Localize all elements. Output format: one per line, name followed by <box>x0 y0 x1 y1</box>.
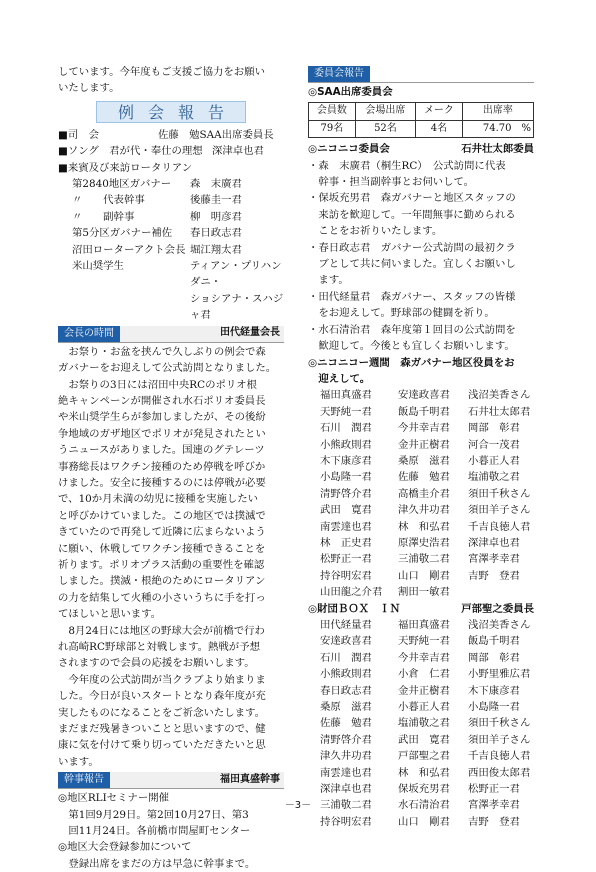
member-name: 浅沼美香さん <box>468 619 531 631</box>
attendance-header-row <box>309 103 534 120</box>
member-name: 武田 寛君 <box>398 733 450 746</box>
guest-name: 春日政志君 <box>190 227 242 240</box>
guest-row <box>58 209 284 225</box>
member-name: 小熊政則君 <box>320 438 372 451</box>
member-name: 宮澤孝幸君 <box>468 553 520 566</box>
speech-line: で、10か月未満の幼児に接種を実施したい <box>58 493 259 506</box>
nikoniko-line: ます。 <box>308 274 349 287</box>
box-who: 戸部聖之委員長 <box>461 602 534 615</box>
nikoniko-line: ブとして共に伺いました。宜しくお願いし <box>308 258 516 271</box>
member-name: 岡部 彰君 <box>468 651 520 664</box>
guest-name: ティアン・プリハンダニ・ <box>190 260 282 289</box>
value-venue: 52名 <box>355 120 415 137</box>
president-bar <box>58 326 284 343</box>
member-name: 三浦敬二君 <box>320 799 372 812</box>
speech-line: されますので会員の応援をお願いします。 <box>58 657 255 670</box>
member-name: 水石清治君 <box>398 799 450 812</box>
guest-role: 第2840地区ガバナー <box>72 178 172 191</box>
header-makeup: メーク <box>416 103 463 120</box>
nikoniko-line: ・田代経量君 森ガバナー、スタッフの皆様 <box>308 290 516 303</box>
member-name: 西田俊太郎君 <box>468 766 531 779</box>
member-name: 須田千秋さん <box>468 487 531 500</box>
member-name: 桑原 滋君 <box>398 454 450 467</box>
chair-value: 佐藤 勉SAA出席委員長 <box>158 128 274 141</box>
speech-line: 絶キャンペーンが開催され水石ポリオ委員長 <box>58 394 266 407</box>
member-name: 今井幸吉君 <box>398 651 450 664</box>
member-name: 安達政喜君 <box>398 389 450 402</box>
member-name: 松野正一君 <box>320 553 372 566</box>
member-name: 吉野 登君 <box>468 815 520 828</box>
page-number: －3－ <box>284 800 312 811</box>
member-name: 飯島千明君 <box>468 635 520 648</box>
speech-line: けました。安全に接種するのには停戦が必要 <box>58 476 266 489</box>
speech-line: います。 <box>58 755 99 768</box>
member-name: 千吉良徳人君 <box>468 750 531 763</box>
saa-title: ◎SAA出席委員会 <box>308 86 393 98</box>
member-name: 千吉良徳人君 <box>468 520 531 533</box>
guest-row <box>58 258 284 291</box>
guests-heading: ■来賓及び来訪ロータリアン <box>58 161 193 174</box>
member-name: 河合一茂君 <box>468 438 520 451</box>
speech-line: や米山奨学生らが参加しましたが、その後紛 <box>58 411 266 424</box>
guest-name: ショシアナ・スハジャ君 <box>190 292 284 322</box>
member-name: 小暮正人君 <box>468 454 520 467</box>
attendance-value-row <box>309 120 534 137</box>
speech-line: ガバナーをお迎えして公式訪問となりました。 <box>58 362 277 375</box>
committee-bar <box>308 66 534 83</box>
report-title: 例会報告 <box>96 101 246 123</box>
speech-line: した。今日が良いスタートとなり森年度が充 <box>58 690 266 703</box>
member-name: 戸部聖之君 <box>398 750 450 763</box>
secretary-line-5: 登録出席をまだの方は早急に幹事まで。 <box>68 857 256 870</box>
member-name: 山口 剛君 <box>398 815 450 828</box>
nikoniko-line: をお迎えして。野球部の健闘を祈り。 <box>308 307 495 320</box>
member-name: 春日政志君 <box>320 684 372 697</box>
member-name: 浅沼美香さん <box>468 389 531 402</box>
speech-line: の力を結集して火種の小さいうちに手を打っ <box>58 591 266 604</box>
speech-line: しました。撲滅・根絶のためにロータリアン <box>58 575 266 588</box>
member-name: 塩浦敬之君 <box>398 717 450 730</box>
secretary-name: 福田真盛幹事 <box>220 774 280 786</box>
member-name: 宮澤孝幸君 <box>468 799 520 812</box>
member-name: 須田羊子さん <box>468 504 531 517</box>
nikoniko-line: ・水石清治君 森年度第１回目の公式訪問を <box>308 323 516 336</box>
speech-line: 8月24日には地区の野球大会が前橋で行わ <box>68 624 265 637</box>
song-value: 深津卓也君 <box>212 145 264 158</box>
guest-name: 柳 明彦君 <box>190 210 242 223</box>
intro-line-2: いたします。 <box>58 82 120 95</box>
guest-list <box>58 176 284 324</box>
member-name: 石川 潤君 <box>320 651 372 664</box>
member-name: 小島隆一君 <box>468 701 520 714</box>
president-speech <box>58 344 284 771</box>
guest-role: 第5分区ガバナー補佐 <box>72 227 173 240</box>
intro-line-1: しています。今年度もご支援ご協力をお願い <box>58 66 265 78</box>
member-name: 今井幸吉君 <box>398 422 450 435</box>
member-name: 南雲達也君 <box>320 520 372 533</box>
nikoniko-line: ・保坂充男君 森ガバナーと地区スタッフの <box>308 192 516 205</box>
value-members: 79名 <box>309 120 356 137</box>
member-name: 林 和弘君 <box>398 520 450 533</box>
member-name: 清野啓介君 <box>320 733 372 746</box>
member-name: 飯島千明君 <box>398 405 450 418</box>
member-name: 岡部 彰君 <box>468 422 520 435</box>
guest-role: 〃 副幹事 <box>72 210 135 223</box>
nikoniko-title: ◎ニコニコ委員会 <box>308 143 390 156</box>
guest-row <box>58 291 284 324</box>
member-name: 小暮正人君 <box>398 701 450 714</box>
weekly-names <box>308 387 534 600</box>
header-members: 会員数 <box>309 103 356 120</box>
nikoniko-who: 石井壮太郎委員 <box>461 143 534 156</box>
member-name: 須田千秋さん <box>468 717 531 730</box>
president-tag: 会長の時間 <box>58 326 120 342</box>
chair-row <box>58 127 284 143</box>
member-name: 佐藤 勉君 <box>320 717 372 730</box>
member-name: 深津卓也君 <box>320 783 372 796</box>
speech-line: うニュースがありました。国連のグテレーツ <box>58 444 265 457</box>
member-name: 福田真盛君 <box>398 619 450 631</box>
member-name: 石川 潤君 <box>320 422 372 435</box>
member-name: 石井壮太郎君 <box>468 405 531 418</box>
secretary-line-3: 回11月24日。各前橋市問屋町センター <box>68 825 251 838</box>
nikoniko-line: ・森 末廣君（桐生RC） 公式訪問に代表 <box>308 159 506 172</box>
member-name: 南雲達也君 <box>320 766 372 779</box>
member-name <box>468 584 546 600</box>
song-label: ■ソング 君が代・奉仕の理想 <box>58 145 203 158</box>
speech-line: 今年度の公式訪問が当クラブより始まりま <box>68 673 266 686</box>
guest-role: 〃 代表幹事 <box>72 194 145 207</box>
member-name: 木下康彦君 <box>468 684 520 697</box>
header-venue: 会場出席 <box>355 103 415 120</box>
nikoniko-line: ・春日政志君 ガバナー公式訪問の最初クラ <box>308 241 516 254</box>
nikoniko-line: 来訪を歓迎して。一年間無事に勤められる <box>308 208 516 221</box>
member-name: 安達政喜君 <box>320 635 372 648</box>
value-makeup: 4名 <box>416 120 463 137</box>
secretary-bar <box>58 772 284 789</box>
member-name: 深津卓也君 <box>468 536 520 549</box>
guest-row <box>58 192 284 208</box>
member-name: 金井正樹君 <box>398 684 450 697</box>
attendance-table <box>308 102 534 138</box>
nikoniko-list <box>308 158 534 355</box>
secretary-line-4: ◎地区大会登録参加について <box>58 841 192 854</box>
member-name: 須田羊子さん <box>468 733 531 746</box>
member-name: 山田龍之介君 <box>320 586 383 599</box>
member-name: 天野純一君 <box>398 635 450 648</box>
member-name: 田代経量君 <box>320 619 372 631</box>
speech-line: 事務総長はワクチン接種のため停戦を呼びか <box>58 460 266 473</box>
guest-name: 堀江翔太君 <box>190 243 242 256</box>
guest-row <box>58 242 284 258</box>
member-name: 武田 寛君 <box>320 504 372 517</box>
left-column <box>58 64 284 872</box>
member-name: 松野正一君 <box>468 783 520 796</box>
member-name: 小倉 仁君 <box>398 668 450 681</box>
member-name: 津久井功君 <box>398 504 450 517</box>
member-name: 木下康彦君 <box>320 454 372 467</box>
member-name: 天野純一君 <box>320 405 372 418</box>
member-name: 小熊政則君 <box>320 668 372 681</box>
member-name: 持谷明宏君 <box>320 815 372 828</box>
committee-tag: 委員会報告 <box>308 66 370 82</box>
speech-line: きていたので再発して近隣に広まらないよう <box>58 526 266 539</box>
member-name: 吉野 登君 <box>468 569 520 582</box>
speech-line: れ高崎RC野球部と対戦します。熱戦が予想 <box>58 641 260 653</box>
box-title: ◎財団ＢＯＸ ＩＮ <box>308 602 401 615</box>
nikoniko-header <box>308 141 534 157</box>
speech-line: と呼びかけていました。この地区では撲滅で <box>58 509 266 522</box>
member-name: 保坂充男君 <box>398 783 450 796</box>
speech-line: てほしいと思います。 <box>58 608 162 621</box>
box-header <box>308 601 534 617</box>
value-rate: 74.70 % <box>462 120 533 137</box>
member-name: 小島隆一君 <box>320 471 372 484</box>
member-name: 持谷明宏君 <box>320 569 372 582</box>
speech-line: まだまだ残暑きついことと思いますので、健 <box>58 723 266 736</box>
guest-role: 沼田ローターアクト会長 <box>72 243 186 256</box>
member-name: 津久井功君 <box>320 750 372 763</box>
member-name: 佐藤 勉君 <box>398 471 450 484</box>
speech-line: 争地域のガザ地区でポリオが発見されたとい <box>58 427 266 440</box>
guest-row <box>58 176 284 192</box>
speech-line: に願い、休戦してワクチン接種できることを <box>58 542 266 555</box>
speech-line: 祈ります。ポリオプラス活動の重要性を確認 <box>58 558 265 571</box>
guest-name: 後藤圭一君 <box>190 194 242 207</box>
member-name: 塩浦敬之君 <box>468 471 520 484</box>
weekly-title-2: 迎えして。 <box>318 372 371 385</box>
member-name: 山口 剛君 <box>398 569 450 582</box>
weekly-title-1: ◎ニコニコー週間 森ガバナー地区役員をお <box>308 356 515 369</box>
guest-role: 米山奨学生 <box>72 260 124 273</box>
guest-role <box>72 291 190 324</box>
president-name: 田代経量会長 <box>220 327 280 339</box>
speech-line: お祭りの3日には沼田中央RCのポリオ根 <box>68 378 257 391</box>
secretary-tag: 幹事報告 <box>58 772 110 788</box>
secretary-line-2: 第1回9月29日。第2回10月27日、第3 <box>68 808 249 821</box>
secretary-line-1: ◎地区RLIセミナー開催 <box>58 792 170 805</box>
member-name: 割田一敏君 <box>398 586 450 599</box>
member-name: 福田真盛君 <box>320 389 372 402</box>
nikoniko-line: ことをお祈りいたします。 <box>308 225 443 238</box>
guest-name: 森 末廣君 <box>190 178 242 191</box>
song-row <box>58 143 284 159</box>
guest-row <box>58 225 284 241</box>
member-name: 高橋圭介君 <box>398 487 450 500</box>
speech-line: 康に気を付けて乗り切っていただきたいと思 <box>58 739 266 752</box>
speech-line: お祭り・お盆を挟んで久しぶりの例会で森 <box>68 345 266 358</box>
header-rate: 出席率 <box>462 103 533 120</box>
member-name: 三浦敬二君 <box>398 553 450 566</box>
member-name: 原澤史浩君 <box>398 536 450 549</box>
nikoniko-line: 歓迎して。今後とも宜しくお願いします。 <box>308 340 515 353</box>
member-name: 清野啓介君 <box>320 487 372 500</box>
chair-label: ■司 会 <box>58 128 99 141</box>
member-name: 金井正樹君 <box>398 438 450 451</box>
member-name: 小野里雅広君 <box>468 668 531 681</box>
member-name: 林 正史君 <box>320 536 372 549</box>
speech-line: 実したものになることをご祈念いたします。 <box>58 706 265 719</box>
right-column <box>308 64 534 830</box>
member-name: 桑原 滋君 <box>320 701 372 714</box>
nikoniko-line: 幹事・担当副幹事とお伺いして。 <box>308 176 475 189</box>
member-name: 林 和弘君 <box>398 766 450 779</box>
